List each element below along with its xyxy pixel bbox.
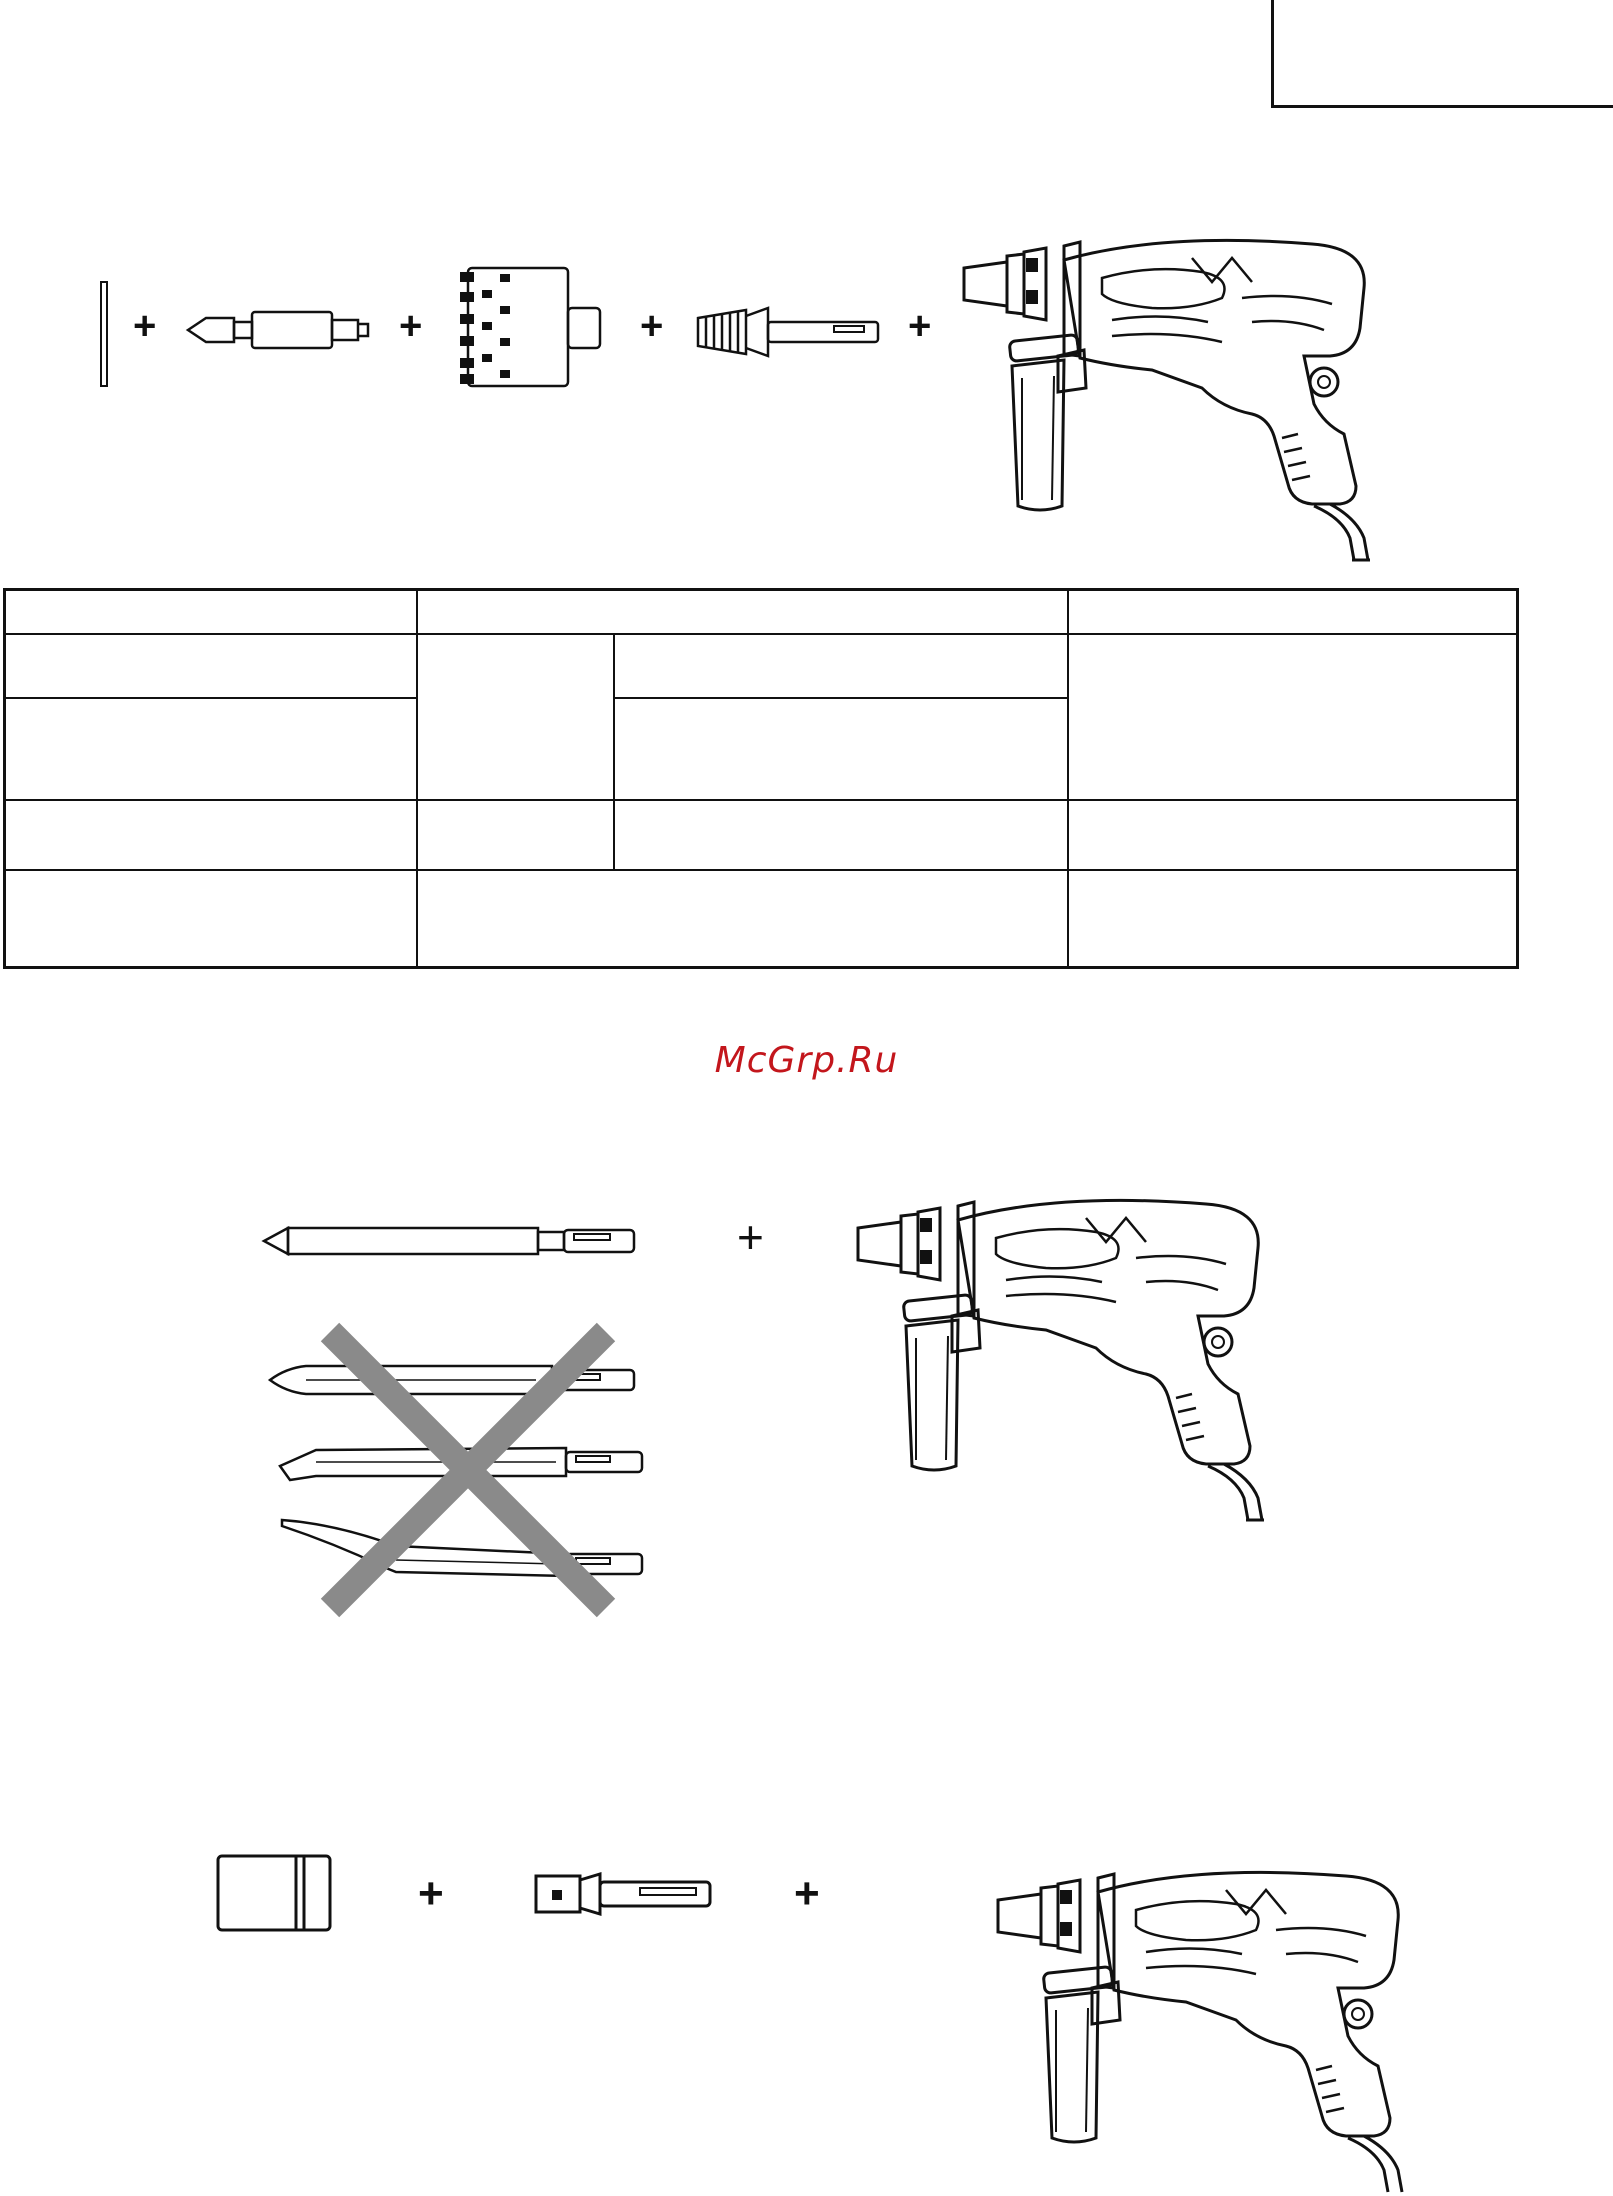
- center-pin-icon: [96, 278, 116, 390]
- table-cell: [614, 634, 1068, 698]
- plus-sign-6: +: [418, 1869, 444, 1918]
- socket-icon: [214, 1852, 338, 1934]
- hammer-drill-icon: [986, 1870, 1446, 2196]
- prohibited-cross-icon: [318, 1320, 618, 1620]
- table-cell: [5, 698, 417, 800]
- table-cell: [614, 800, 1068, 870]
- specification-table: [3, 588, 1519, 969]
- plus-sign-2: +: [399, 304, 423, 348]
- table-row: [5, 800, 1518, 870]
- watermark-text: McGrp.Ru: [714, 1040, 899, 1081]
- table-row: [5, 634, 1518, 698]
- table-cell: [417, 634, 615, 800]
- hammer-drill-icon: [846, 1198, 1306, 1528]
- table-cell: [1068, 590, 1517, 634]
- table-cell: [417, 800, 615, 870]
- tapered-bit-icon: [260, 1216, 644, 1266]
- table-cell: [1068, 870, 1517, 968]
- plus-sign-7: +: [794, 1869, 820, 1918]
- table-cell: [5, 800, 417, 870]
- plus-sign-1: +: [133, 304, 157, 348]
- table-header-row: [5, 590, 1518, 634]
- socket-adapter-icon: [532, 1868, 718, 1920]
- table-cell: [417, 590, 1069, 634]
- plus-sign-4: +: [908, 304, 932, 348]
- table-row: [5, 870, 1518, 968]
- table-cell: [5, 634, 417, 698]
- table-cell: [5, 590, 417, 634]
- guide-plate-icon: [184, 300, 374, 360]
- core-bit-shank-icon: [692, 296, 892, 366]
- table-cell: [1068, 800, 1517, 870]
- table-cell: [1068, 634, 1517, 800]
- core-bit-icon: [452, 262, 622, 392]
- page-corner-frame: [1271, 0, 1613, 108]
- table-cell: [5, 870, 417, 968]
- table-cell: [417, 870, 1069, 968]
- table-cell: [614, 698, 1068, 800]
- plus-sign-3: +: [640, 304, 664, 348]
- hammer-drill-icon: [952, 238, 1412, 568]
- plus-sign-5: +: [737, 1211, 764, 1263]
